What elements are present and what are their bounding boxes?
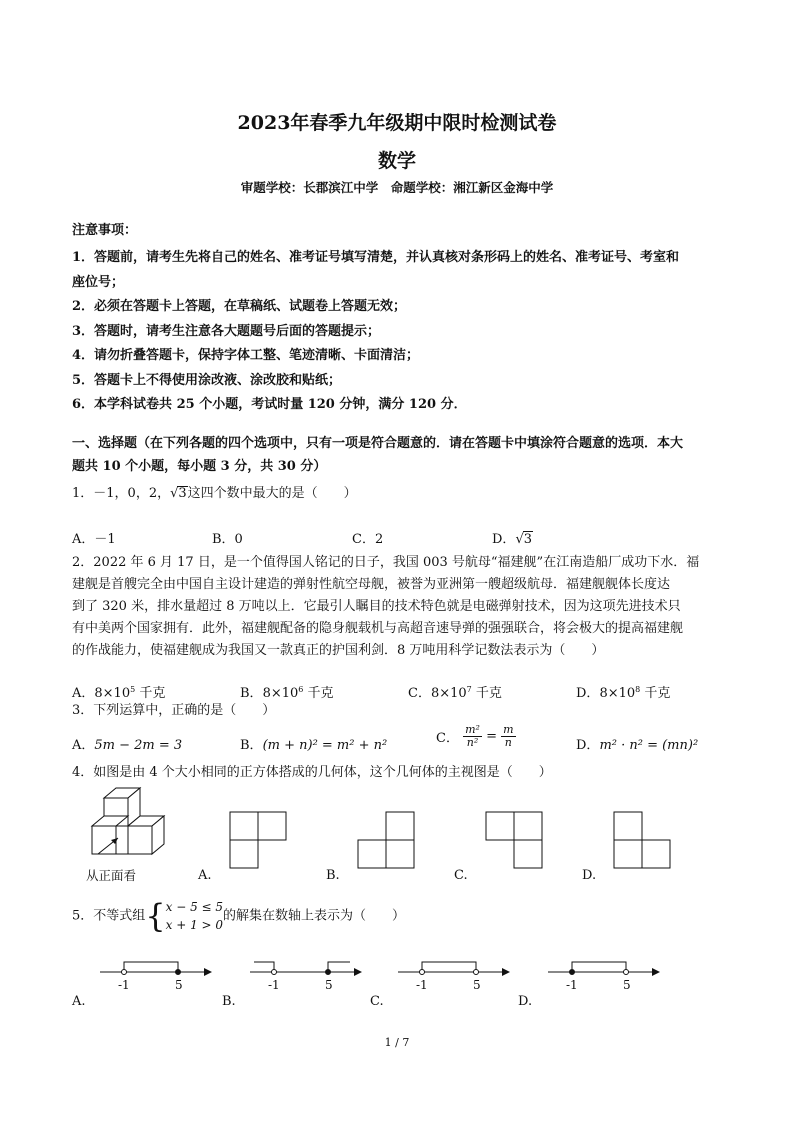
tick-label: 5 [325, 978, 333, 992]
option-exp: 5 [130, 685, 136, 694]
inequality-1: x − 5 ≤ 5 [165, 900, 224, 914]
sqrt-sign: √ [170, 486, 179, 501]
option-unit: 千克 [471, 686, 502, 701]
option-base: 8×10 [262, 686, 299, 701]
option-label: C． [436, 731, 459, 747]
option-base: 8×10 [599, 686, 636, 701]
notes-list [72, 246, 679, 418]
q1-option-a: A．－1 [72, 532, 116, 547]
q3-option-c [436, 724, 516, 749]
q5-prefix: 5．不等式组 [72, 908, 146, 924]
equals-sign: = [486, 729, 497, 745]
option-label: D． [576, 738, 600, 753]
q1-option-d [492, 528, 533, 547]
q4-option-c: C. [454, 868, 468, 883]
q2-line: 有中美两个国家拥有．此外，福建舰配备的隐身舰载机与高超音速导弹的强强联合，将会极大的提高福建舰 [72, 621, 684, 636]
q2-option-b [240, 682, 334, 701]
option-expr: 5m − 2m = 3 [94, 738, 183, 753]
tick-label: -1 [268, 978, 280, 992]
notes-heading: 注意事项： [72, 223, 138, 238]
option-label: B． [240, 686, 263, 701]
section1-heading-line: 题共 10 个小题，每小题 3 分，共 30 分） [72, 459, 327, 474]
cube-solid-figure [80, 782, 190, 866]
q2-line: 2．2022 年 6 月 17 日，是一个值得国人铭记的日子，我国 003 号航母“福建舰”在江南造船厂成功下水．福 [72, 555, 700, 570]
q1-option-c: C．2 [352, 532, 384, 547]
fraction-numerator: m² [465, 723, 480, 736]
q2-option-a [72, 682, 165, 701]
option-label: D． [576, 686, 600, 701]
option-label: A． [72, 738, 95, 753]
tick-label: 5 [623, 978, 631, 992]
q5-option-d: D. [518, 994, 533, 1009]
sqrt-sign: √ [515, 532, 524, 547]
view-option-b-figure [358, 812, 418, 872]
q1-prefix: 1．－1，0，2， [72, 486, 171, 501]
note-item: 4．请勿折叠答题卡，保持字体工整、笔迹清晰、卡面清洁； [72, 348, 420, 363]
q5-option-b: B. [222, 994, 236, 1009]
exam-title: 2023年春季九年级期中限时检测试卷 [237, 112, 557, 134]
q4-option-b: B. [326, 868, 340, 883]
section1-heading-line: 一、选择题（在下列各题的四个选项中，只有一项是符合题意的．请在答题卡中填涂符合题意的选项．本大 [72, 436, 684, 451]
tick-label: 5 [473, 978, 481, 992]
option-label: D． [492, 532, 516, 547]
inequality-2: x + 1 > 0 [165, 918, 224, 932]
view-option-c-figure [486, 812, 546, 872]
option-expr: m² · n² = (mn)² [599, 738, 699, 753]
q5-suffix: 的解集在数轴上表示为（ ） [223, 908, 406, 924]
note-item: 3．答题时，请考生注意各大题题号后面的答题提示； [72, 323, 381, 339]
option-base: 8×10 [430, 686, 467, 701]
tick-label: 5 [175, 978, 183, 992]
tick-label: -1 [118, 978, 130, 992]
view-option-d-figure [614, 812, 674, 872]
option-exp: 6 [298, 685, 304, 694]
option-exp: 8 [635, 685, 641, 694]
q2-stem [72, 552, 722, 662]
sqrt-arg: 3 [523, 532, 533, 547]
tick-label: -1 [566, 978, 578, 992]
option-exp: 7 [466, 685, 472, 694]
option-base: 8×10 [94, 686, 131, 701]
q1-option-b: B．0 [212, 532, 243, 547]
q5-stem [72, 898, 405, 938]
q2-line: 建舰是首艘完全由中国自主设计建造的弹射性航空母舰，被誉为亚洲第一艘超级航母．福建舰舰体长度达 [72, 577, 671, 592]
sqrt-arg: 3 [178, 486, 187, 501]
fraction-denominator: n [504, 736, 512, 750]
note-item: 1．答题前，请考生先将自己的姓名、准考证号填写清楚，并认真核对条形码上的姓名、准考证号、考室和 [72, 250, 680, 265]
brace-icon: { [145, 897, 166, 935]
q4-stem: 4．如图是由 4 个大小相同的正方体搭成的几何体，这个几何体的主视图是（ ） [72, 765, 552, 780]
q2-option-c [408, 682, 502, 701]
q5-option-a: A. [72, 994, 86, 1009]
option-unit: 千克 [135, 686, 166, 701]
note-item: 6．本学科试卷共 25 个小题，考试时量 120 分钟，满分 120 分． [72, 397, 467, 412]
view-option-a-figure [230, 812, 290, 872]
q4-option-a: A. [198, 868, 212, 883]
q2-line: 到了 320 米，排水量超过 8 万吨以上．它最引人瞩目的技术特色就是电磁弹射技术，因为这项先进技术只 [72, 599, 681, 614]
fraction [463, 724, 482, 749]
q1-suffix: 这四个数中最大的是（ ） [187, 486, 357, 501]
tick-label: -1 [416, 978, 428, 992]
q2-option-d [576, 682, 670, 701]
option-label: C． [408, 686, 431, 701]
q3-stem: 3．下列运算中，正确的是（ ） [72, 703, 276, 718]
q4-option-d: D. [582, 868, 597, 883]
fraction-numerator: m [503, 723, 514, 736]
option-unit: 千克 [303, 686, 334, 701]
school-line: 审题学校：长郡滨江中学 命题学校：湘江新区金海中学 [240, 180, 554, 195]
option-label: A． [72, 686, 95, 701]
q5-option-c: C. [370, 994, 384, 1009]
q3-option-b [240, 734, 387, 753]
q2-line: 的作战能力，使福建舰成为我国又一款真正的护国利剑．8 万吨用科学记数法表示为（ ） [72, 643, 605, 658]
q1-stem [72, 486, 357, 500]
option-label: B． [240, 738, 263, 753]
option-expr: (m + n)² = m² + n² [262, 738, 388, 753]
inequality-system [166, 898, 223, 934]
option-unit: 千克 [640, 686, 671, 701]
subject-title: 数学 [377, 150, 416, 172]
page-number: 1 / 7 [384, 1036, 410, 1049]
section1-heading [72, 432, 683, 478]
note-item: 5．答题卡上不得使用涂改液、涂改胶和贴纸； [72, 372, 342, 388]
note-item: 座位号； [72, 274, 125, 290]
fraction-denominator: n² [466, 736, 479, 750]
q3-option-d [576, 734, 698, 753]
q3-option-a [72, 734, 182, 753]
view-direction-caption: 从正面看 [86, 868, 137, 883]
fraction [501, 724, 515, 749]
note-item: 2．必须在答题卡上答题，在草稿纸、试题卷上答题无效； [72, 299, 407, 314]
